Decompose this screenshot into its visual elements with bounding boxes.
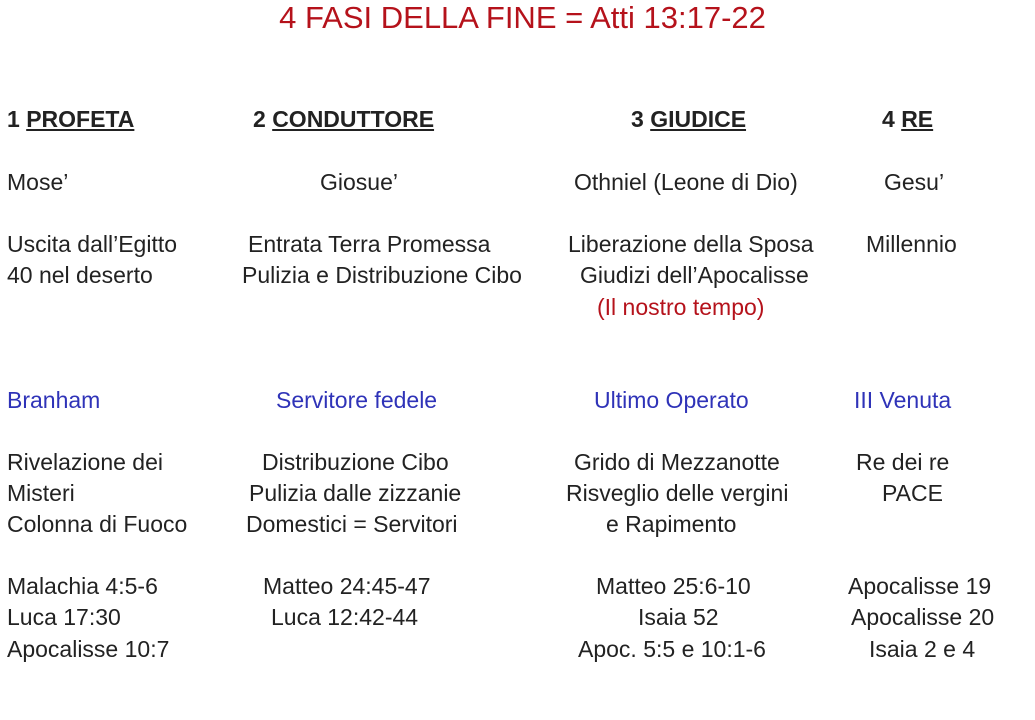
column-1-role-3: Colonna di Fuoco (7, 511, 188, 537)
column-4-heading-label: RE (901, 106, 934, 132)
column-3-reference-1: Matteo 25:6-10 (596, 573, 751, 599)
page-title: 4 FASI DELLA FINE = Atti 13:17-22 (279, 0, 766, 35)
column-3-number: 3 (631, 106, 644, 132)
column-1-figure: Mose’ (7, 169, 69, 195)
column-4-heading (882, 104, 933, 135)
column-1-event-1: Uscita dall’Egitto (7, 231, 178, 257)
column-3-event-2: Giudizi dell’Apocalisse (580, 262, 809, 288)
column-2-role-3: Domestici = Servitori (246, 511, 458, 537)
column-3-note: (Il nostro tempo) (597, 294, 765, 320)
column-1-role-1: Rivelazione dei (7, 449, 163, 475)
column-3-role-3: e Rapimento (606, 511, 737, 537)
column-4-role-1: Re dei re (856, 449, 950, 475)
column-2-role-2: Pulizia dalle zizzanie (249, 480, 462, 506)
column-1-heading-label: PROFETA (26, 106, 135, 132)
column-3-fulfillment: Ultimo Operato (594, 387, 749, 413)
column-3-figure: Othniel (Leone di Dio) (574, 169, 798, 195)
column-2-event-2: Pulizia e Distribuzione Cibo (242, 262, 522, 288)
column-2-number: 2 (253, 106, 266, 132)
column-4-number: 4 (882, 106, 895, 132)
column-4-figure: Gesu’ (884, 169, 945, 195)
column-2-reference-1: Matteo 24:45-47 (263, 573, 431, 599)
column-2-event-1: Entrata Terra Promessa (248, 231, 491, 257)
column-2-heading-label: CONDUTTORE (272, 106, 435, 132)
column-4-role-2: PACE (882, 480, 943, 506)
column-1-heading (7, 104, 134, 135)
column-3-reference-3: Apoc. 5:5 e 10:1-6 (578, 636, 766, 662)
column-4-reference-2: Apocalisse 20 (851, 604, 995, 630)
column-2-figure: Giosue’ (320, 169, 398, 195)
column-3-role-2: Risveglio delle vergini (566, 480, 789, 506)
column-2-role-1: Distribuzione Cibo (262, 449, 449, 475)
column-3-role-1: Grido di Mezzanotte (574, 449, 780, 475)
column-1-fulfillment: Branham (7, 387, 101, 413)
column-4-fulfillment: III Venuta (854, 387, 952, 413)
column-1-reference-1: Malachia 4:5-6 (7, 573, 158, 599)
column-1-reference-2: Luca 17:30 (7, 604, 121, 630)
column-3-heading (631, 104, 746, 135)
column-1-role-2: Misteri (7, 480, 75, 506)
column-4-reference-1: Apocalisse 19 (848, 573, 992, 599)
column-4-event-1: Millennio (866, 231, 957, 257)
column-1-number: 1 (7, 106, 20, 132)
column-3-heading-label: GIUDICE (650, 106, 747, 132)
column-1-reference-3: Apocalisse 10:7 (7, 636, 170, 662)
column-2-fulfillment: Servitore fedele (276, 387, 438, 413)
column-3-event-1: Liberazione della Sposa (568, 231, 814, 257)
column-3-reference-2: Isaia 52 (638, 604, 719, 630)
column-2-reference-2: Luca 12:42-44 (271, 604, 419, 630)
column-1-event-2: 40 nel deserto (7, 262, 153, 288)
column-4-reference-3: Isaia 2 e 4 (869, 636, 976, 662)
column-2-heading (253, 104, 434, 135)
